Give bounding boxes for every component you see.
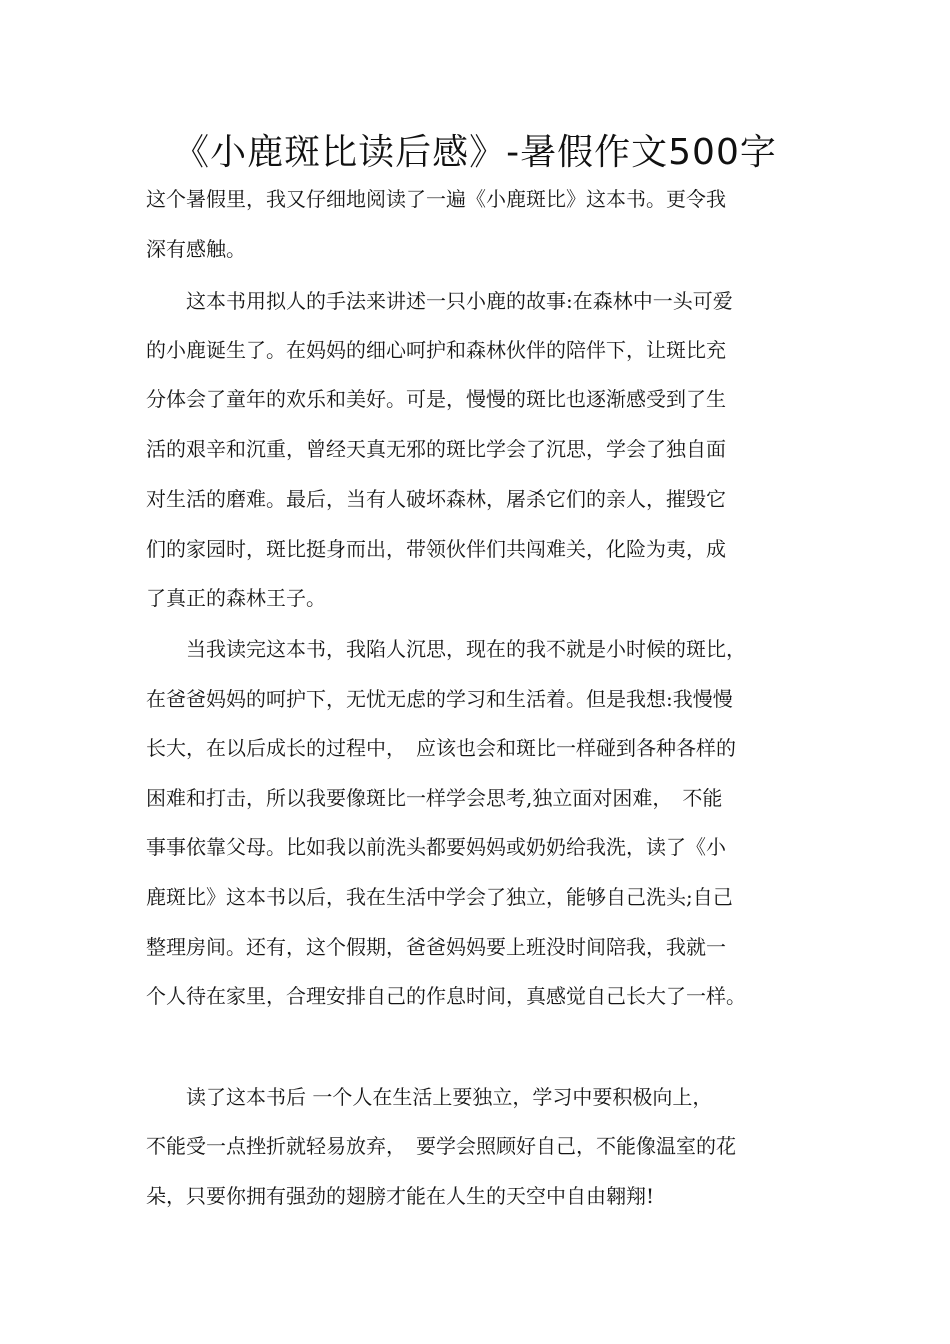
text-line: 当我读完这本书，我陷人沉思，现在的我不就是小时候的斑比， bbox=[146, 637, 746, 661]
text-line: 鹿斑比》这本书以后，我在生活中学会了独立，能够自己洗头;自己 bbox=[146, 885, 733, 909]
text-line: 们的家园时，斑比挺身而出，带领伙伴们共闯难关，化险为夷，成 bbox=[146, 537, 726, 561]
text-line: 整理房间。还有，这个假期，爸爸妈妈要上班没时间陪我，我就一 bbox=[146, 935, 726, 959]
text-line: 深有感触。 bbox=[146, 237, 246, 261]
text-line: 个人待在家里，合理安排自己的作息时间，真感觉自己长大了一样。 bbox=[146, 984, 746, 1008]
text-line: 长大，在以后成长的过程中， 应该也会和斑比一样碰到各种各样的 bbox=[146, 736, 736, 760]
text-line: 了真正的森林王子。 bbox=[146, 586, 326, 610]
text-line: 困难和打击，所以我要像斑比一样学会思考,独立面对困难， 不能 bbox=[146, 786, 723, 810]
document-title: 《小鹿斑比读后感》-暑假作文500字 bbox=[173, 132, 777, 173]
text-line: 这个暑假里，我又仔细地阅读了一遍《小鹿斑比》这本书。更令我 bbox=[146, 187, 726, 211]
text-line: 这本书用拟人的手法来讲述一只小鹿的故事:在森林中一头可爱 bbox=[146, 289, 733, 313]
text-line: 读了这本书后 一个人在生活上要独立，学习中要积极向上， bbox=[146, 1085, 713, 1109]
text-line: 朵，只要你拥有强劲的翅膀才能在人生的天空中自由翱翔! bbox=[146, 1184, 655, 1208]
text-line: 的小鹿诞生了。在妈妈的细心呵护和森林伙伴的陪伴下，让斑比充 bbox=[146, 338, 726, 362]
text-line: 活的艰辛和沉重，曾经天真无邪的斑比学会了沉思，学会了独自面 bbox=[146, 437, 726, 461]
text-line: 事事依靠父母。比如我以前洗头都要妈妈或奶奶给我洗，读了《小 bbox=[146, 835, 726, 859]
text-line: 分体会了童年的欢乐和美好。可是，慢慢的斑比也逐渐感受到了生 bbox=[146, 387, 726, 411]
text-line: 在爸爸妈妈的呵护下，无忧无虑的学习和生活着。但是我想:我慢慢 bbox=[146, 687, 733, 711]
text-line: 不能受一点挫折就轻易放弃， 要学会照顾好自己，不能像温室的花 bbox=[146, 1134, 736, 1158]
text-line: 对生活的磨难。最后，当有人破坏森林，屠杀它们的亲人，摧毁它 bbox=[146, 487, 726, 511]
